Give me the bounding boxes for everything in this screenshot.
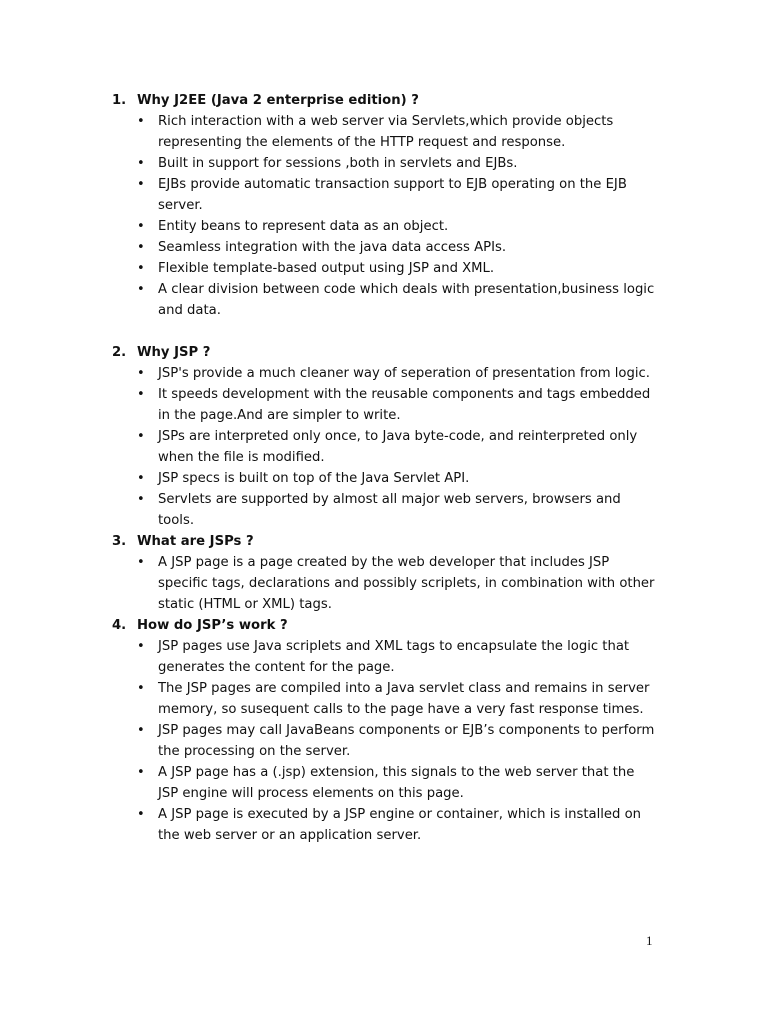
list-item-text: A JSP page is executed by a JSP engine or container, which is installed on the web server or an application server. — [158, 807, 641, 843]
bullet-icon: • — [137, 807, 145, 822]
list-item — [112, 363, 657, 384]
bullet-icon: • — [137, 114, 145, 129]
list-item — [112, 384, 657, 426]
list-item — [112, 468, 657, 489]
list-item-text: It speeds development with the reusable components and tags embedded in the page.And are simpler to write. — [158, 387, 651, 423]
list-item — [112, 111, 657, 153]
section-title: Why J2EE (Java 2 enterprise edition) ? — [137, 93, 419, 108]
list-item-text: A JSP page has a (.jsp) extension, this signals to the web server that the JSP engine will process elements on this page. — [158, 765, 635, 801]
list-item — [112, 237, 657, 258]
bullet-list — [112, 552, 657, 615]
bullet-icon: • — [137, 765, 145, 780]
bullet-icon: • — [137, 555, 145, 570]
list-item-text: Rich interaction with a web server via Servlets,which provide objects representing the elements of the HTTP request and response. — [158, 114, 614, 150]
section-why-jsp — [112, 342, 657, 531]
list-item-text: JSPs are interpreted only once, to Java byte-code, and reinterpreted only when the file is modified. — [158, 429, 638, 465]
section-number: 3. — [112, 534, 127, 549]
list-item-text: JSP specs is built on top of the Java Servlet API. — [158, 471, 470, 486]
bullet-icon: • — [137, 492, 145, 507]
list-item-text: EJBs provide automatic transaction support to EJB operating on the EJB server. — [158, 177, 627, 213]
section-title: How do JSP’s work ? — [137, 618, 288, 633]
bullet-icon: • — [137, 681, 145, 696]
bullet-icon: • — [137, 156, 145, 171]
section-number: 4. — [112, 618, 127, 633]
list-item-text: JSP's provide a much cleaner way of seperation of presentation from logic. — [158, 366, 650, 381]
list-item — [112, 153, 657, 174]
list-item — [112, 174, 657, 216]
list-item-text: JSP pages use Java scriplets and XML tags to encapsulate the logic that generates the content for the page. — [158, 639, 630, 675]
list-item — [112, 258, 657, 279]
list-item — [112, 426, 657, 468]
section-why-j2ee — [112, 90, 657, 321]
section-heading — [112, 90, 657, 111]
list-item-text: Entity beans to represent data as an object. — [158, 219, 449, 234]
list-item — [112, 279, 657, 321]
section-heading — [112, 531, 657, 552]
section-number: 2. — [112, 345, 127, 360]
bullet-icon: • — [137, 240, 145, 255]
bullet-icon: • — [137, 723, 145, 738]
list-item-text: Seamless integration with the java data access APIs. — [158, 240, 507, 255]
list-item-text: The JSP pages are compiled into a Java servlet class and remains in server memory, so susequent calls to the page have a very fast response times. — [158, 681, 650, 717]
bullet-icon: • — [137, 471, 145, 486]
bullet-list — [112, 636, 657, 846]
bullet-icon: • — [137, 219, 145, 234]
section-heading — [112, 342, 657, 363]
list-item-text: JSP pages may call JavaBeans components or EJB’s components to perform the processing on the server. — [158, 723, 655, 759]
list-item-text: Flexible template-based output using JSP and XML. — [158, 261, 495, 276]
list-item — [112, 489, 657, 531]
list-item — [112, 216, 657, 237]
list-item — [112, 720, 657, 762]
page-number: 1 — [646, 933, 653, 948]
list-item — [112, 804, 657, 846]
section-title: What are JSPs ? — [137, 534, 254, 549]
list-item-text: A clear division between code which deals with presentation,business logic and data. — [158, 282, 655, 318]
bullet-icon: • — [137, 387, 145, 402]
list-item-text: Built in support for sessions ,both in servlets and EJBs. — [158, 156, 518, 171]
bullet-icon: • — [137, 177, 145, 192]
section-what-are-jsps — [112, 531, 657, 615]
list-item-text: A JSP page is a page created by the web developer that includes JSP specific tags, declarations and possibly scriplets, in combination with other static (HTML or XML) tags. — [158, 555, 655, 612]
bullet-list — [112, 363, 657, 531]
list-item — [112, 636, 657, 678]
list-item — [112, 678, 657, 720]
bullet-list — [112, 111, 657, 321]
bullet-icon: • — [137, 261, 145, 276]
list-item-text: Servlets are supported by almost all major web servers, browsers and tools. — [158, 492, 621, 528]
bullet-icon: • — [137, 366, 145, 381]
bullet-icon: • — [137, 282, 145, 297]
document-body — [112, 90, 657, 846]
bullet-icon: • — [137, 429, 145, 444]
bullet-icon: • — [137, 639, 145, 654]
section-number: 1. — [112, 93, 127, 108]
list-item — [112, 552, 657, 615]
list-item — [112, 762, 657, 804]
section-heading — [112, 615, 657, 636]
section-title: Why JSP ? — [137, 345, 211, 360]
section-how-do-jsps-work — [112, 615, 657, 846]
